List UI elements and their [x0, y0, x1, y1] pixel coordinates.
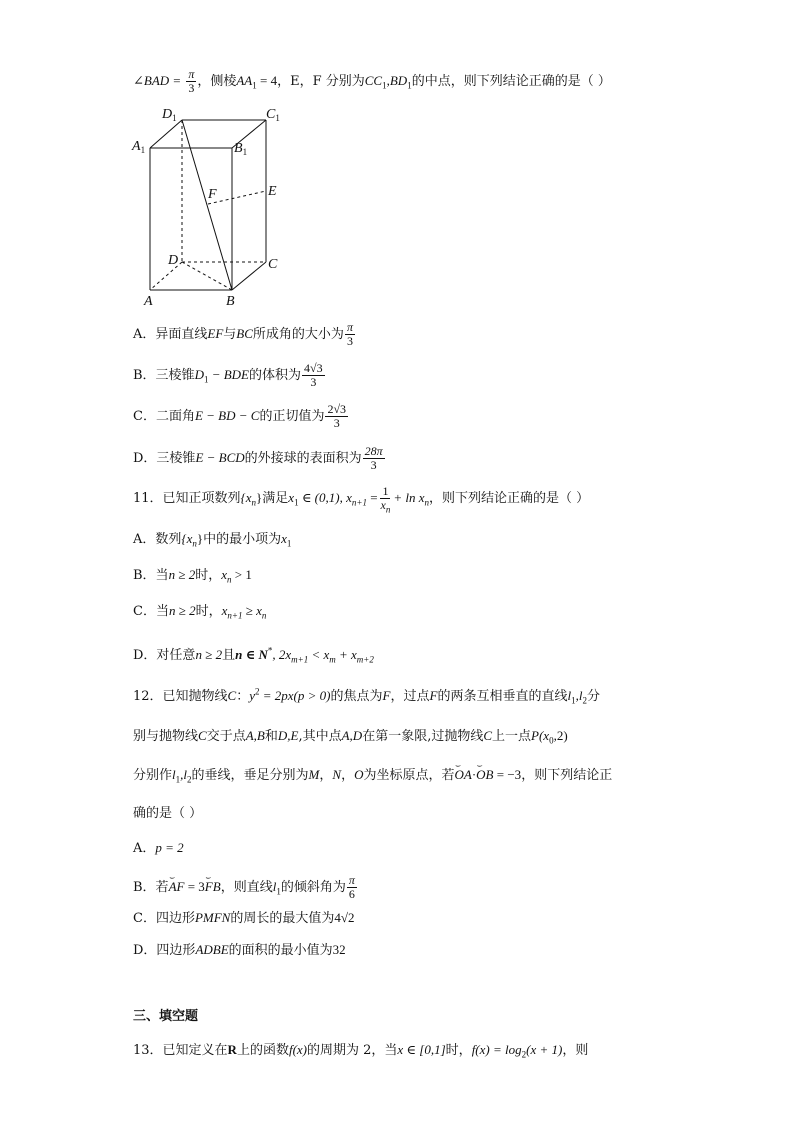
label-c1: $C_1$: [266, 107, 280, 123]
vector-ob: ⌣ OB: [476, 765, 493, 785]
label-e: E: [268, 184, 277, 199]
q12-stem-line2: 别与抛物线C交于点A,B和D,E,其中点A,D在第一象限,过抛物线C上一点$P(x_0,2)$: [133, 728, 568, 746]
label-b1: $B_1$: [234, 141, 248, 157]
q10-option-a: A．异面直线EF与BC所成角的大小为 $\frac{\pi}{3}$: [133, 320, 353, 348]
prism-figure: [128, 100, 298, 310]
q10-c-fraction: $\frac{2√3}{3}$: [327, 402, 347, 430]
q10-option-b: B．三棱锥$D_1$ − BDE的体积为 $\frac{4√3}{3}$: [133, 361, 323, 389]
label-a1: $A_1$: [132, 139, 146, 155]
q11-option-d: D．对任意n ≥ 2且n ∈ N*, $2x_{m+1} < x_m + x_{m+2}$: [133, 645, 374, 665]
vector-oa: ⌣ OA: [454, 765, 471, 785]
q11-fraction: $\frac{1}{x_n}$: [380, 484, 391, 515]
edge-d1a1: [150, 120, 182, 148]
section-title-fill-in: 三、填空题: [133, 1009, 199, 1024]
segment-ef-hidden: [208, 191, 266, 204]
q12-stem-line4: 确的是（ ）: [133, 806, 203, 821]
label-d1: $D_1$: [162, 107, 177, 123]
q11-option-b: B．当n ≥ 2时，$x_n > 1$: [133, 567, 252, 585]
q11-option-a: A．数列$\{x_n\}$中的最小项为$x_1$: [133, 531, 292, 549]
q12-option-b: B．若⌣ AF = 3⌣ FB，则直线$l_1$的倾斜角为 $\frac{\pi}{6}$: [133, 874, 358, 901]
edge-bc: [232, 262, 266, 290]
q10-stem: ∠BAD = $\frac{\pi}{3}$ ，侧棱$AA_1 = 4$，E，F 分别为$CC_1,BD_1$的中点，则下列结论正确的是（ ）: [133, 67, 611, 95]
q12-b-fraction: $\frac{\pi}{6}$: [348, 873, 355, 901]
q12-option-c: C．四边形PMFN的周长的最大值为4√2: [133, 910, 355, 926]
vector-af: ⌣ AF: [169, 877, 185, 897]
vector-fb: ⌣ FB: [205, 877, 221, 897]
q10-option-d: D．三棱锥E − BCD的外接球的表面积为 $\frac{28\pi}{3}$: [133, 444, 383, 472]
q10-d-fraction: $\frac{28\pi}{3}$: [364, 444, 383, 472]
label-a: A: [144, 294, 153, 309]
q10-a-fraction: $\frac{\pi}{3}$: [346, 320, 353, 348]
q12-stem-line3: 分别作$l_1,l_2$的垂线，垂足分别为M，N，O为坐标原点，若⌣ OA·⌣ OB = −3，则下列结论正: [133, 765, 612, 786]
q11-stem: 11．已知正项数列$\{x_n\}$满足$x_1$ ∈ (0,1), $x_{n+1}$ = $\frac{1}{x_n}$ + $\ln x_n$，则下列结论正确的是（ ）: [133, 484, 590, 515]
diagonal-bd1: [182, 120, 232, 290]
q12-option-a: A．p = 2: [133, 840, 184, 856]
q10-angle: ∠BAD =: [133, 73, 182, 88]
label-c: C: [268, 257, 278, 272]
label-d: D: [168, 253, 179, 268]
q10-angle-fraction: $\frac{\pi}{3}$: [188, 67, 195, 95]
q13-stem: 13．已知定义在R上的函数f(x)的周期为 2，当x ∈ [0,1]时，$f(x) = \log_2(x + 1)$，则: [133, 1042, 589, 1060]
label-f: F: [208, 187, 217, 202]
q11-option-c: C．当n ≥ 2时，$x_{n+1} \ge x_n$: [133, 603, 267, 621]
q10-b-fraction: $\frac{4√3}{3}$: [304, 361, 323, 389]
q12-stem-line1: 12．已知抛物线C：$y^2 = 2px(p > 0)$的焦点为F，过点F的两条互相垂直的直线$l_1,l_2$分: [133, 686, 600, 706]
q10-option-c: C．二面角E − BD − C的正切值为 $\frac{2√3}{3}$: [133, 402, 347, 430]
label-b: B: [226, 294, 235, 309]
q12-option-d: D．四边形ADBE的面积的最小值为32: [133, 942, 346, 958]
